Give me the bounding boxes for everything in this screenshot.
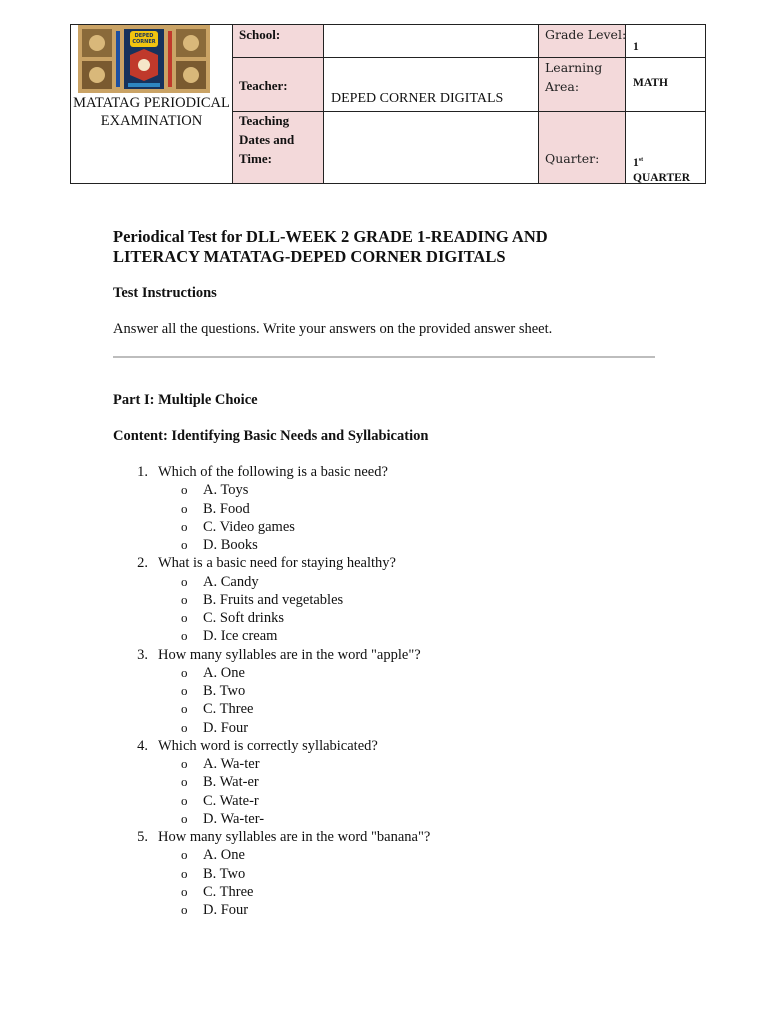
option-text: D. Four: [203, 902, 249, 918]
quarter-value: [633, 153, 690, 186]
bullet-icon: o: [181, 810, 188, 826]
answer-option: [0, 846, 768, 864]
bullet-icon: o: [181, 719, 188, 735]
option-text: C. Three: [203, 883, 254, 900]
option-text: B. Two: [203, 683, 246, 699]
bullet-icon: o: [181, 865, 188, 881]
question-number: 4.: [137, 737, 148, 754]
answer-option: [0, 719, 768, 737]
option-text: C. Three: [203, 701, 254, 718]
grade-level-label: Grade Level:: [545, 27, 627, 42]
question-item: [0, 737, 768, 755]
question-text: How many syllables are in the word "banana"?: [158, 829, 431, 845]
answer-option: [0, 883, 768, 901]
answer-option: [0, 500, 768, 518]
school-label: School:: [239, 27, 281, 42]
grade-level-value: 1: [633, 41, 639, 53]
bullet-icon: o: [181, 518, 188, 534]
instructions-heading: Test Instructions: [113, 285, 217, 301]
answer-option: [0, 792, 768, 810]
bullet-icon: o: [181, 610, 188, 625]
quarter-word: QUARTER: [633, 171, 691, 184]
option-text: D. Books: [203, 537, 258, 553]
instructions-text: Answer all the questions. Write your answers on the provided answer sheet.: [113, 321, 553, 337]
question-item: [0, 463, 768, 481]
bullet-icon: o: [181, 792, 188, 808]
option-text: B. Fruits and vegetables: [203, 591, 344, 608]
bullet-icon: o: [181, 902, 188, 917]
bullet-icon: o: [181, 847, 188, 863]
answer-option: [0, 773, 768, 791]
option-text: D. Ice cream: [203, 628, 278, 645]
horizontal-divider: [113, 356, 655, 358]
learning-area-label: Learning Area:: [545, 60, 603, 94]
option-text: A. Toys: [203, 482, 249, 499]
answer-option: [0, 518, 768, 536]
answer-option: [0, 664, 768, 682]
answer-option: [0, 609, 768, 627]
question-text: What is a basic need for staying healthy?: [158, 555, 396, 572]
teacher-label: Teacher:: [239, 78, 288, 93]
bullet-icon: o: [181, 482, 188, 498]
bullet-icon: o: [181, 537, 188, 552]
exam-type-title: MATATAG PERIODICAL EXAMINATION: [73, 95, 230, 129]
option-text: C. Soft drinks: [203, 610, 284, 626]
bullet-icon: o: [181, 628, 188, 644]
answer-option: [0, 755, 768, 773]
question-number: 5.: [137, 829, 148, 845]
option-text: A. Candy: [203, 573, 259, 590]
answer-option: [0, 810, 768, 828]
answer-option: [0, 700, 768, 718]
bullet-icon: o: [181, 774, 188, 790]
header-table: [70, 24, 706, 184]
teaching-dates-label: Teaching Dates and Time:: [239, 113, 295, 166]
logo-banner-text: DEPED CORNER: [132, 33, 156, 45]
question-number: 3.: [137, 646, 148, 663]
bullet-icon: o: [181, 500, 188, 516]
option-text: B. Wat-er: [203, 774, 259, 791]
question-item: [0, 554, 768, 572]
answer-option: [0, 591, 768, 609]
option-text: C. Video games: [203, 518, 295, 535]
answer-option: [0, 682, 768, 700]
question-text: How many syllables are in the word "apple"?: [158, 646, 421, 663]
bullet-icon: o: [181, 756, 188, 771]
deped-corner-logo: [78, 25, 210, 93]
option-text: D. Four: [203, 719, 249, 736]
option-text: A. Wa-ter: [203, 756, 260, 772]
part-heading: Part I: Multiple Choice: [113, 392, 258, 408]
question-list: [0, 463, 768, 919]
answer-option: [0, 573, 768, 591]
learning-area-value: MATH: [633, 77, 668, 89]
bullet-icon: o: [181, 591, 188, 607]
question-item: [0, 646, 768, 664]
bullet-icon: o: [181, 883, 188, 899]
option-text: C. Wate-r: [203, 792, 259, 809]
quarter-number: 1: [633, 156, 639, 169]
option-text: A. One: [203, 664, 245, 681]
option-text: A. One: [203, 847, 245, 864]
answer-option: [0, 536, 768, 554]
question-text: Which of the following is a basic need?: [158, 464, 388, 480]
question-number: 2.: [137, 555, 148, 572]
bullet-icon: o: [181, 683, 188, 698]
question-item: [0, 828, 768, 846]
bullet-icon: o: [181, 664, 188, 680]
bullet-icon: o: [181, 573, 188, 589]
content-heading: Content: Identifying Basic Needs and Syllabication: [113, 428, 429, 444]
option-text: B. Two: [203, 865, 246, 882]
answer-option: [0, 627, 768, 645]
question-number: 1.: [137, 464, 148, 480]
answer-option: [0, 481, 768, 499]
quarter-label: Quarter:: [545, 151, 600, 166]
quarter-ordinal: st: [638, 157, 644, 163]
teacher-value: DEPED CORNER DIGITALS: [331, 91, 504, 106]
option-text: D. Wa-ter-: [203, 810, 265, 827]
answer-option: [0, 901, 768, 919]
test-title-line-1: Periodical Test for DLL-WEEK 2 GRADE 1-READING AND: [113, 227, 548, 246]
answer-option: [0, 865, 768, 883]
test-title-line-2: LITERACY MATATAG-DEPED CORNER DIGITALS: [113, 247, 506, 266]
question-text: Which word is correctly syllabicated?: [158, 737, 378, 754]
option-text: B. Food: [203, 500, 250, 517]
bullet-icon: o: [181, 701, 188, 717]
